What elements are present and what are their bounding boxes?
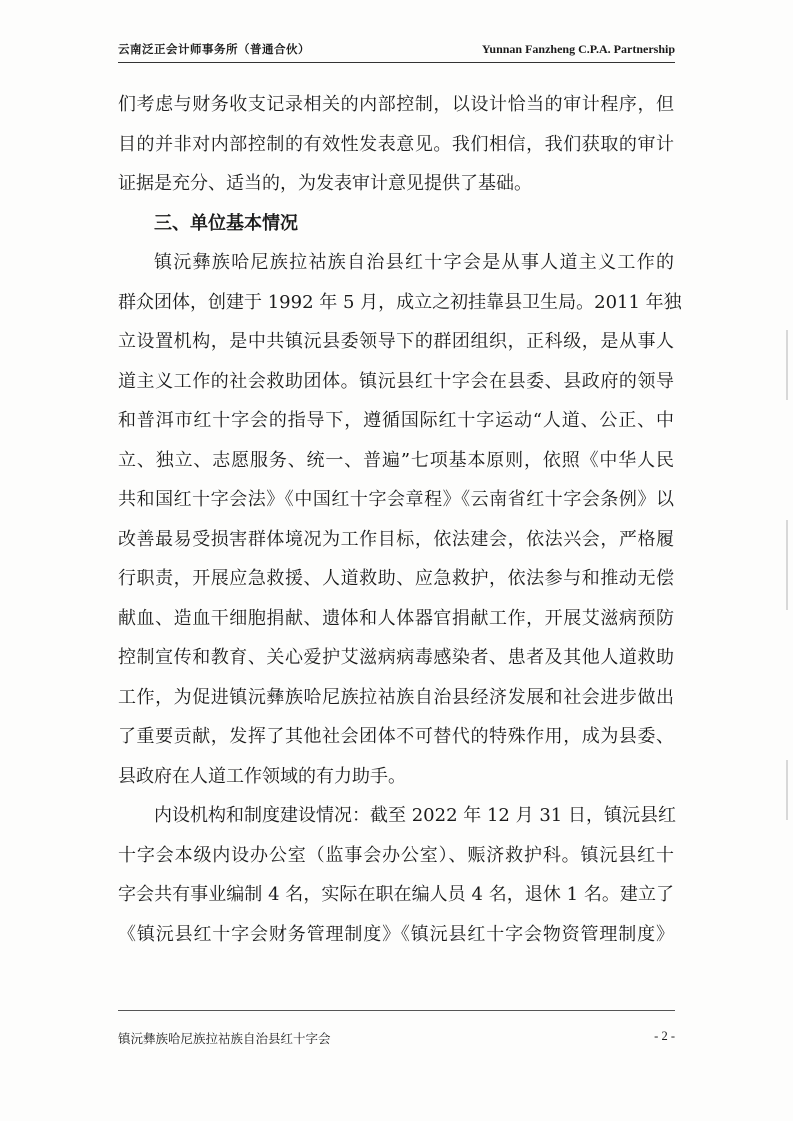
text-line: 立设置机构，是中共镇沅县委领导下的群团组织，正科级，是从事人 (118, 331, 674, 352)
paragraph-organization (118, 796, 674, 954)
text-line: 工作，为促进镇沅彝族哈尼族拉祜族自治县经济发展和社会进步做出 (118, 686, 674, 708)
text-line: 十字会本级内设办公室（监事会办公室）、赈济救护科。镇沅县红十 (118, 844, 674, 866)
scan-edge-mark (786, 760, 788, 820)
scan-edge-mark (786, 520, 788, 610)
text-line: 县政府在人道工作领域的有力助手。 (118, 765, 406, 787)
firm-name-en: Yunnan Fanzheng C.P.A. Partnership (481, 42, 675, 56)
firm-name-cn: 云南泛正会计师事务所（普通合伙） (118, 42, 310, 56)
text-line: 字会共有事业编制 4 名，实际在职在编人员 4 名，退休 1 名。建立了 (118, 884, 674, 905)
page-number: - 2 - (654, 1029, 675, 1043)
text-line: 行职责，开展应急救援、人道救助、应急救护，依法参与和推动无偿 (118, 568, 674, 589)
text-line: 改善最易受损害群体境况为工作目标，依法建会，依法兴会，严格履 (118, 528, 674, 550)
text-line: 目的并非对内部控制的有效性发表意见。我们相信，我们获取的审计 (118, 133, 674, 155)
footer-organization: 镇沅彝族哈尼族拉祜族自治县红十字会 (118, 1031, 331, 1046)
text-line: 献血、造血干细胞捐献、遗体和人体器官捐献工作，开展艾滋病预防 (118, 607, 674, 629)
document-body (118, 85, 682, 954)
text-line: 《镇沅县红十字会财务管理制度》《镇沅县红十字会物资管理制度》 (118, 923, 674, 945)
text-line: 内设机构和制度建设情况：截至 2022 年 12 月 31 日，镇沅县红 (154, 805, 676, 826)
text-line: 和普洱市红十字会的指导下，遵循国际红十字运动“人道、公正、中 (118, 410, 674, 431)
page-footer (118, 1010, 675, 1046)
scan-edge-mark (786, 330, 788, 400)
text-line: 镇沅彝族哈尼族拉祜族自治县红十字会是从事人道主义工作的 (154, 252, 674, 273)
paragraph-unit-overview (118, 243, 682, 796)
text-line: 共和国红十字会法》《中国红十字会章程》《云南省红十字会条例》以 (118, 489, 674, 510)
text-line: 们考虑与财务收支记录相关的内部控制，以设计恰当的审计程序，但 (118, 94, 674, 115)
page-header (118, 40, 675, 63)
text-line: 群众团体，创建于 1992 年 5 月，成立之初挂靠县卫生局。2011 年独 (118, 291, 682, 313)
text-line: 控制宣传和教育、关心爱护艾滋病病毒感染者、患者及其他人道救助 (118, 647, 674, 668)
text-line: 立、独立、志愿服务、统一、普遍”七项基本原则，依照《中华人民 (118, 449, 674, 471)
text-line: 了重要贡献，发挥了其他社会团体不可替代的特殊作用，成为县委、 (118, 726, 674, 747)
text-line: 道主义工作的社会救助团体。镇沅县红十字会在县委、县政府的领导 (118, 370, 674, 392)
section-heading: 三、单位基本情况 (154, 212, 298, 234)
paragraph-audit-basis (118, 85, 674, 204)
text-line: 证据是充分、适当的，为发表审计意见提供了基础。 (118, 173, 532, 194)
